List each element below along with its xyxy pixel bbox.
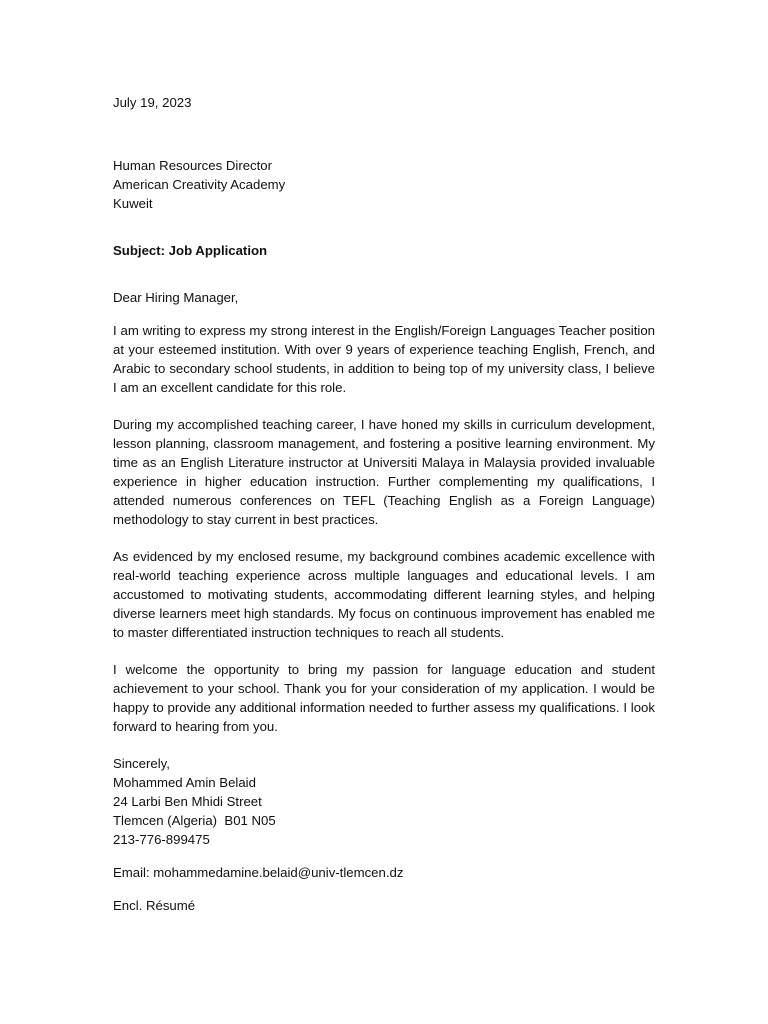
sender-street: 24 Larbi Ben Mhidi Street <box>113 794 262 809</box>
signature-block <box>113 754 655 849</box>
recipient-title: Human Resources Director <box>113 158 273 173</box>
sender-phone: 213-776-899475 <box>113 832 210 847</box>
enclosure-note: Encl. Résumé <box>113 898 196 913</box>
body-paragraph-2: During my accomplished teaching career, I have honed my skills in curriculum development, lesson planning, classroom management, and fostering a positive learning environment. My time as an English Literature instructor at Universiti Malaya in Malaysia provided invaluable experience in higher education instruction. Further complementing my qualifications, I attended numerous conferences on TEFL (Teaching English as a Foreign Language) methodology to stay current in best practices. <box>113 417 655 527</box>
body-paragraph-4: I welcome the opportunity to bring my passion for language education and student achievement to your school. Thank you for your consideration of my application. I would be happy to provide any additional information needed to further assess my qualifications. I look forward to hearing from you. <box>113 662 655 734</box>
sender-email: Email: mohammedamine.belaid@univ-tlemcen.dz <box>113 865 404 880</box>
recipient-block <box>113 156 655 213</box>
salutation: Dear Hiring Manager, <box>113 290 239 305</box>
body-paragraph-3: As evidenced by my enclosed resume, my background combines academic excellence with real-world teaching experience across multiple languages and educational levels. I am accustomed to motivating students, accommodating different learning styles, and helping diverse learners meet high standards. My focus on continuous improvement has enabled me to master differentiated instruction techniques to reach all students. <box>113 549 655 640</box>
subject-line: Subject: Job Application <box>113 243 268 258</box>
letter-content <box>113 93 655 915</box>
sender-name: Mohammed Amin Belaid <box>113 775 256 790</box>
closing: Sincerely, <box>113 756 170 771</box>
sender-city: Tlemcen (Algeria) B01 N05 <box>113 813 276 828</box>
body-paragraph-1: I am writing to express my strong interest in the English/Foreign Languages Teacher position at your esteemed institution. With over 9 years of experience teaching English, French, and Arabic to secondary school students, in addition to being top of my university class, I believe I am an excellent candidate for this role. <box>113 323 655 395</box>
recipient-location: Kuweit <box>113 196 153 211</box>
letter-date: July 19, 2023 <box>113 95 192 110</box>
recipient-organization: American Creativity Academy <box>113 177 286 192</box>
